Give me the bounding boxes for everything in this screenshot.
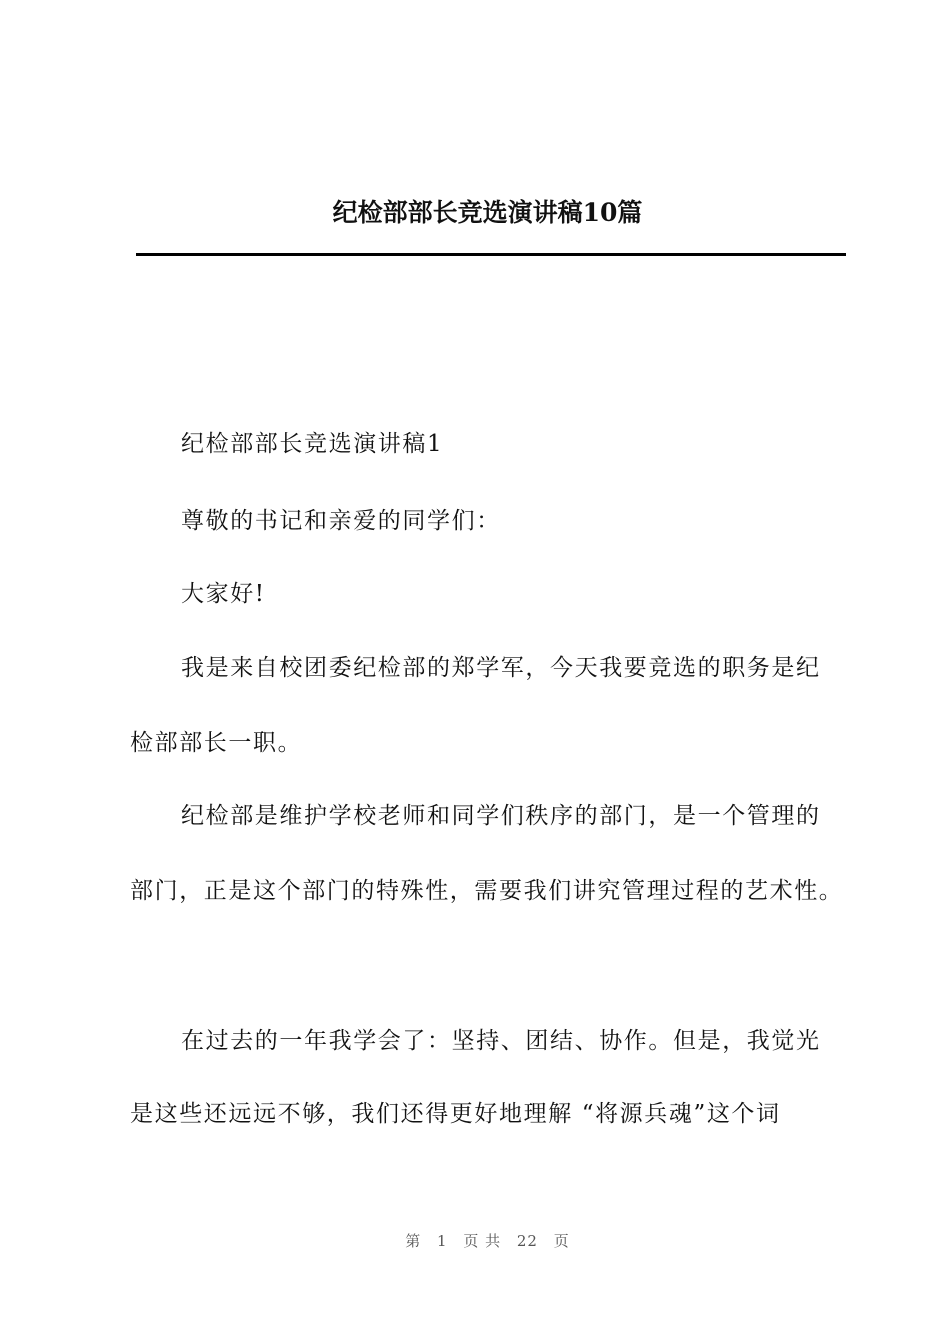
paragraph-line: 是这些还远远不够，我们还得更好地理解 “将源兵魂”这个词 (130, 1101, 781, 1127)
greeting: 大家好! (181, 581, 266, 607)
paragraph-line: 在过去的一年我学会了：坚持、团结、协作。但是，我觉光 (181, 1028, 821, 1054)
paragraph-line: 纪检部是维护学校老师和同学们秩序的部门，是一个管理的 (181, 803, 821, 829)
page-footer (0, 1230, 950, 1251)
paragraph-line: 部门，正是这个部门的特殊性，需要我们讲究管理过程的艺术性。 (130, 878, 844, 904)
paragraph-line: 检部部长一职。 (130, 730, 303, 756)
footer-suffix: 页 (553, 1232, 570, 1250)
footer-middle: 页 共 (463, 1232, 502, 1250)
footer-prefix: 第 (405, 1232, 422, 1250)
section-heading: 纪检部部长竞选演讲稿1 (181, 431, 444, 457)
footer-page-number: 1 (437, 1232, 448, 1250)
paragraph-line: 我是来自校团委纪检部的郑学军，今天我要竞选的职务是纪 (181, 655, 821, 681)
salutation: 尊敬的书记和亲爱的同学们： (181, 508, 501, 534)
footer-total-pages: 22 (516, 1232, 538, 1250)
title-divider (136, 253, 846, 256)
page-title: 纪检部部长竞选演讲稿10篇 (332, 198, 643, 227)
